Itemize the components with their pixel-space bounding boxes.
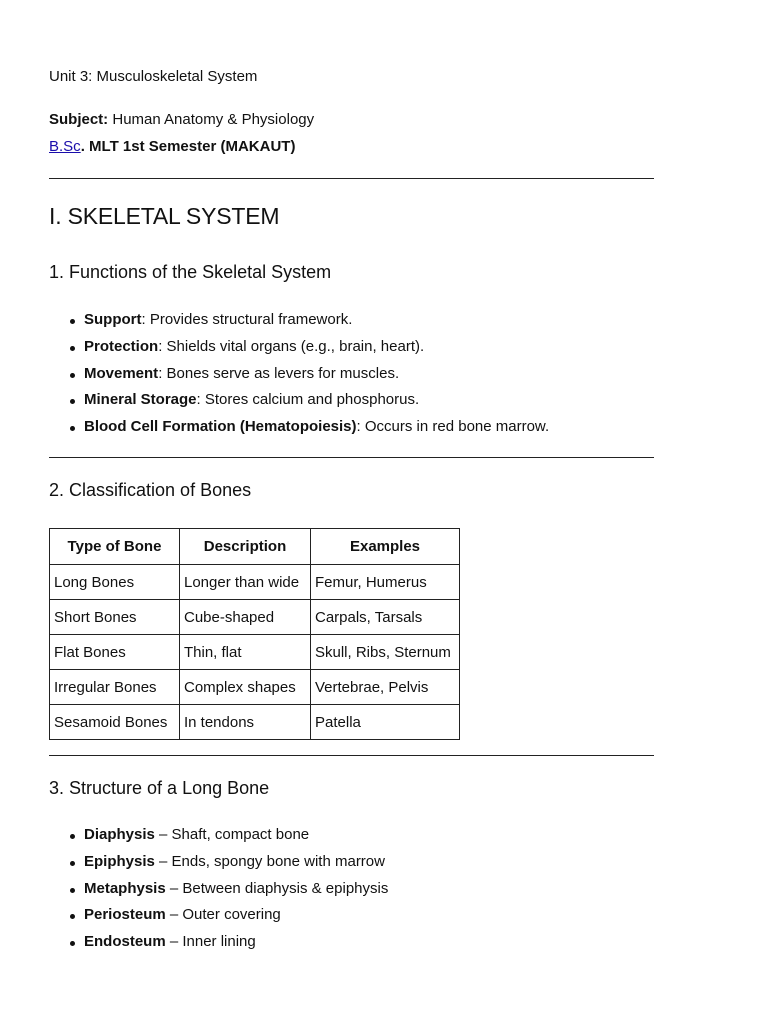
table-cell: Carpals, Tarsals xyxy=(311,600,460,635)
list-item-term: Mineral Storage xyxy=(84,391,197,409)
list-item-text: : Occurs in red bone marrow. xyxy=(356,418,550,436)
list-item-text: – Inner lining xyxy=(165,933,256,951)
list-item-text: : Bones serve as levers for muscles. xyxy=(158,364,400,382)
bullet-icon xyxy=(70,941,75,946)
table-cell: Thin, flat xyxy=(180,635,311,670)
list-item-term: Periosteum xyxy=(84,906,166,924)
table-cell: Long Bones xyxy=(50,565,180,600)
list-item xyxy=(49,414,549,441)
divider xyxy=(49,755,654,756)
table-cell: Longer than wide xyxy=(180,565,311,600)
list-item xyxy=(49,334,549,361)
list-item-term: Metaphysis xyxy=(84,879,166,897)
table-cell: Skull, Ribs, Sternum xyxy=(311,635,460,670)
column-header: Examples xyxy=(311,529,460,565)
unit-title: Unit 3: Musculoskeletal System xyxy=(49,68,258,85)
functions-heading: 1. Functions of the Skeletal System xyxy=(49,262,332,282)
table-cell: Complex shapes xyxy=(180,670,311,705)
table-cell: Cube-shaped xyxy=(180,600,311,635)
subject-value: Human Anatomy & Physiology xyxy=(108,111,315,128)
functions-list xyxy=(49,307,549,441)
list-item-term: Diaphysis xyxy=(84,826,155,843)
divider xyxy=(49,457,654,458)
list-item xyxy=(49,307,549,334)
table-cell: Femur, Humerus xyxy=(311,565,460,600)
list-item xyxy=(49,849,388,876)
subject-line xyxy=(49,111,314,128)
bullet-icon xyxy=(70,914,75,919)
classification-heading: 2. Classification of Bones xyxy=(49,480,252,500)
list-item-text: : Shields vital organs (e.g., brain, heart). xyxy=(158,337,425,355)
bullet-icon xyxy=(70,888,75,893)
list-item-text: – Between diaphysis & epiphysis xyxy=(165,879,389,897)
list-item-text: – Ends, spongy bone with marrow xyxy=(154,852,385,870)
list-item xyxy=(49,902,388,929)
list-item xyxy=(49,929,388,956)
bullet-icon xyxy=(70,834,75,839)
list-item-term: Movement xyxy=(84,364,159,382)
list-item-text: – Outer covering xyxy=(165,906,281,924)
course-line xyxy=(49,138,295,155)
table-row xyxy=(50,705,460,740)
table-cell: Sesamoid Bones xyxy=(50,705,180,740)
table-row xyxy=(50,670,460,705)
bullet-icon xyxy=(70,399,75,404)
table-cell: Short Bones xyxy=(50,600,180,635)
course-rest: . MLT 1st Semester (MAKAUT) xyxy=(80,138,296,155)
list-item-term: Blood Cell Formation (Hematopoiesis) xyxy=(84,418,357,436)
bullet-icon xyxy=(70,861,75,866)
list-item-text: : Provides structural framework. xyxy=(141,311,353,328)
list-item-text: : Stores calcium and phosphorus. xyxy=(196,391,420,409)
list-item-term: Protection xyxy=(84,337,159,355)
list-item-text: – Shaft, compact bone xyxy=(154,826,310,843)
list-item xyxy=(49,822,388,849)
course-link[interactable]: B.Sc xyxy=(49,138,81,155)
bullet-icon xyxy=(70,373,75,378)
table-header-row xyxy=(50,529,460,565)
list-item-term: Support xyxy=(84,311,142,328)
bullet-icon xyxy=(70,426,75,431)
table-cell: Patella xyxy=(311,705,460,740)
table-cell: Flat Bones xyxy=(50,635,180,670)
column-header: Description xyxy=(180,529,311,565)
table-row xyxy=(50,600,460,635)
bones-table xyxy=(49,528,460,740)
list-item-term: Epiphysis xyxy=(84,852,155,870)
table-cell: In tendons xyxy=(180,705,311,740)
column-header: Type of Bone xyxy=(50,529,180,565)
divider xyxy=(49,178,654,179)
section-title: I. SKELETAL SYSTEM xyxy=(49,203,280,229)
table-row xyxy=(50,565,460,600)
bullet-icon xyxy=(70,319,75,324)
list-item xyxy=(49,387,549,414)
subject-label: Subject: xyxy=(49,111,109,128)
table-row xyxy=(50,635,460,670)
list-item xyxy=(49,876,388,903)
table-cell: Vertebrae, Pelvis xyxy=(311,670,460,705)
list-item xyxy=(49,361,549,388)
table-cell: Irregular Bones xyxy=(50,670,180,705)
structure-list xyxy=(49,822,388,956)
structure-heading: 3. Structure of a Long Bone xyxy=(49,778,270,798)
bullet-icon xyxy=(70,346,75,351)
list-item-term: Endosteum xyxy=(84,933,166,951)
